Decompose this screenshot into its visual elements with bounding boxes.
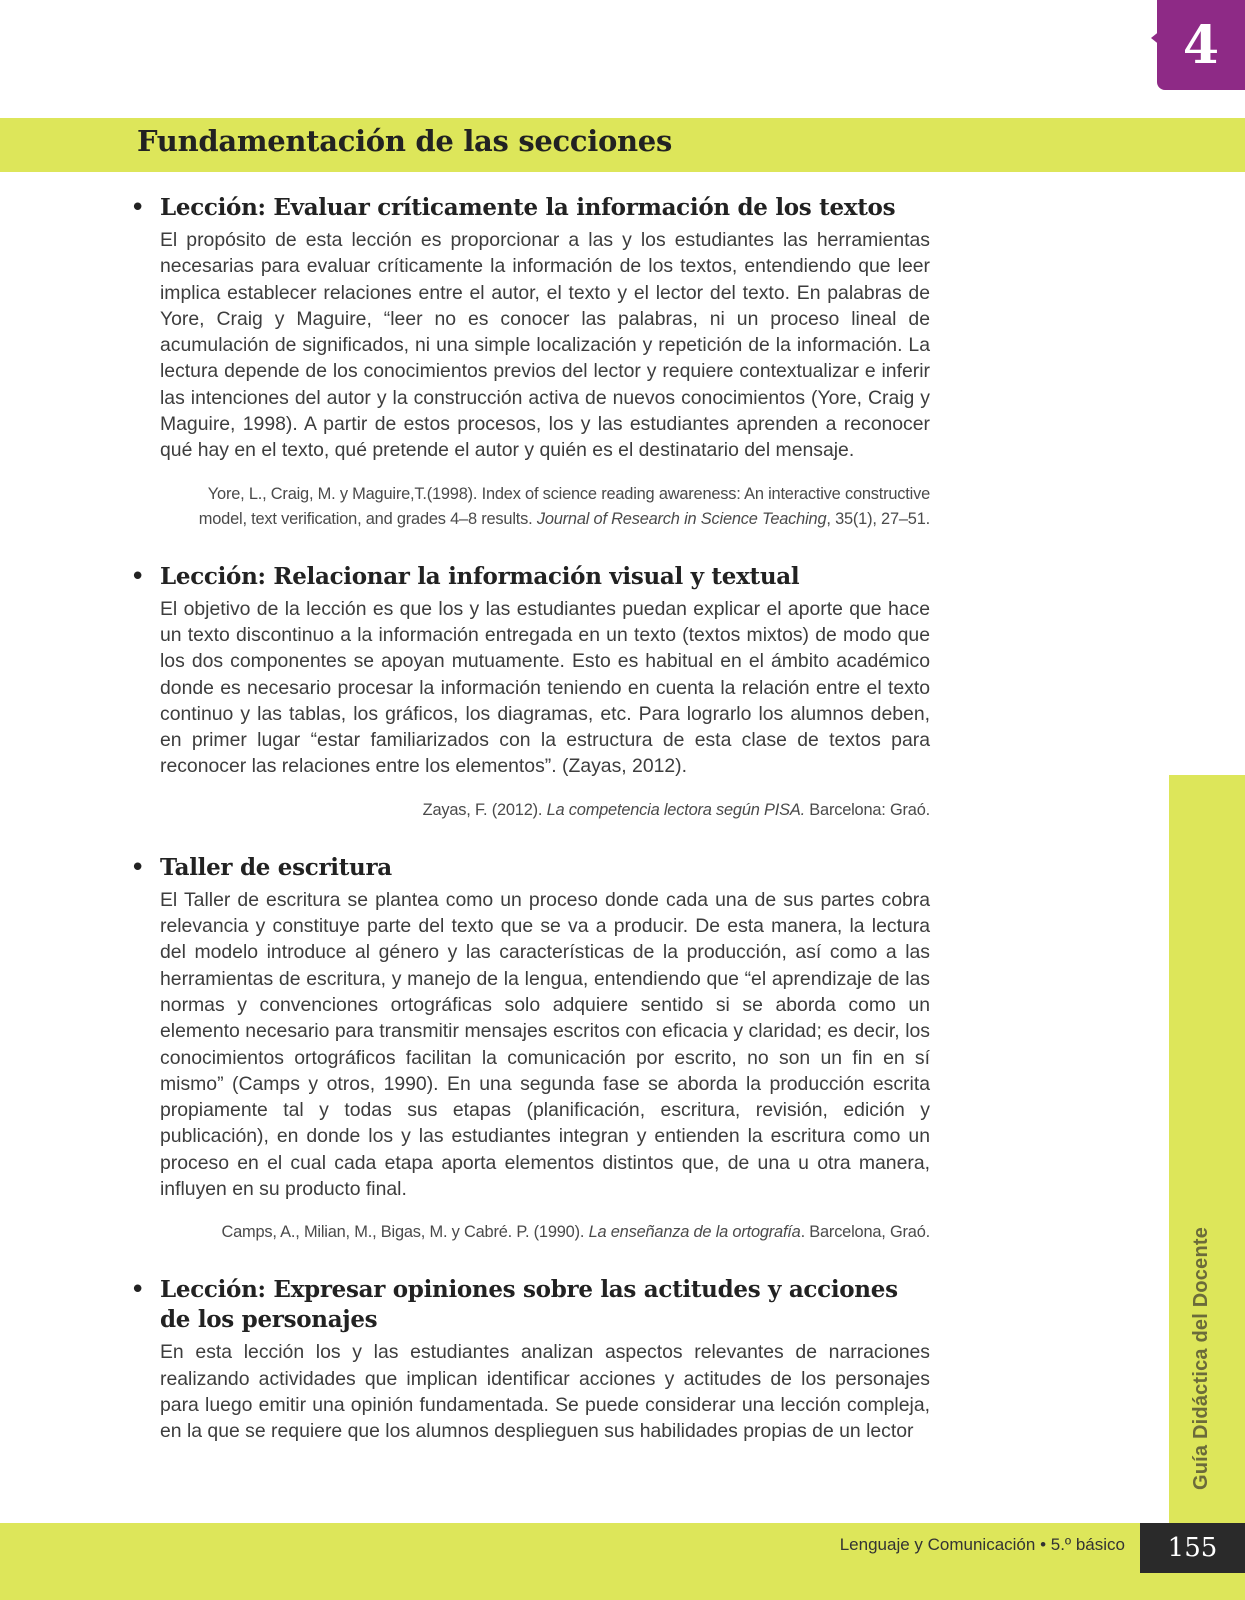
reference-tail: . Barcelona, Graó. [800, 1223, 930, 1242]
reference-tail: , 35(1), 27–51. [826, 509, 930, 528]
lesson-expresar [130, 1275, 930, 1444]
lesson-title: Lección: Relacionar la información visual y textual [160, 562, 800, 590]
bullet-icon: • [130, 852, 146, 883]
unit-number-tab: 4 [1157, 0, 1245, 90]
reference-title: La enseñanza de la ortografía [588, 1223, 801, 1242]
reference-text: Camps, A., Milian, M., Bigas, M. y Cabré. P. (1990). [221, 1223, 589, 1242]
reference [160, 798, 930, 823]
lesson-body: El propósito de esta lección es proporcionar a las y los estudiantes las herramientas necesarias para evaluar críticamente la información de los textos, entendiendo que leer implica establecer relaciones entre el autor, el texto y el lector del texto. En palabras de Yore, Craig y Maguire, “leer no es conocer las palabras, ni un proceso lineal de acumulación de significados, ni una simple localización y repetición de la información. La lectura depende de los conocimientos previos del lector y requiere contextualizar e inferir las intenciones del autor y la construcción activa de nuevos conocimientos (Yore, Craig y Maguire, 1998). A partir de estos procesos, los y las estudiantes aprenden a reconocer qué hay en el texto, qué pretende el autor y quién es el destinatario del mensaje. [160, 229, 930, 462]
lesson-heading [130, 853, 930, 883]
section-title: Fundamentación de las secciones [137, 124, 672, 158]
lesson-evaluar [130, 193, 930, 532]
bullet-icon: • [130, 1275, 146, 1306]
guide-label: Guía Didáctica del Docente [1190, 1226, 1212, 1490]
bullet-icon: • [130, 561, 146, 592]
reference-text: Zayas, F. (2012). [422, 800, 547, 819]
lesson-heading [130, 193, 930, 223]
reference [160, 482, 930, 532]
lesson-title: Lección: Expresar opiniones sobre las actitudes y acciones de los personajes [160, 1276, 898, 1334]
reference-text: Yore, L., Craig, M. y Maguire,T.(1998). Index of science reading awareness: An interactive constructive model, text verification, and grades 4–8 results. [198, 484, 930, 528]
page-number: 155 [1140, 1523, 1245, 1573]
footer-subject: Lenguaje y Comunicación • 5.º básico [839, 1535, 1125, 1554]
reference-title: La competencia lectora según PISA. [546, 800, 805, 819]
reference-title: Journal of Research in Science Teaching [536, 509, 827, 528]
lesson-body: En esta lección los y las estudiantes analizan aspectos relevantes de narraciones realizando actividades que implican identificar acciones y actitudes de los personajes para luego emitir una opinión fundamentada. Se puede considerar una lección compleja, en la que se requiere que los alumnos desplieguen sus habilidades propias de un lector [160, 1341, 930, 1443]
lesson-taller [130, 853, 930, 1246]
lesson-title: Taller de escritura [160, 853, 392, 881]
lesson-title: Lección: Evaluar críticamente la información de los textos [160, 194, 896, 221]
lesson-relacionar [130, 562, 930, 823]
main-content [130, 193, 930, 1475]
lesson-body: El objetivo de la lección es que los y las estudiantes puedan explicar el aporte que hace un texto discontinuo a la información entregada en un texto (textos mixtos) de modo que los dos componentes se apoyan mutuamente. Esto es habitual en el ámbito académico donde es necesario procesar la información teniendo en cuenta la relación entre el texto continuo y las tablas, los gráficos, los diagramas, etc. Para lograrlo los alumnos deben, en primer lugar “estar familiarizados con la estructura de esta clase de textos para reconocer las relaciones entre los elementos”. (Zayas, 2012). [160, 597, 930, 778]
bullet-icon: • [130, 193, 146, 223]
reference [160, 1220, 930, 1245]
lesson-body: El Taller de escritura se plantea como un proceso donde cada una de sus partes cobra relevancia y constituye parte del texto que se va a producir. De esta manera, la lectura del modelo introduce al género y las características de la producción, así como a las herramientas de escritura, y manejo de la lengua, entendiendo que “el aprendizaje de las normas y convenciones ortográficas solo adquiere sentido si se aborda como un elemento necesario para transmitir mensajes escritos con eficacia y claridad; es decir, los conocimientos ortográficos facilitan la comunicación por escrito, no son un fin en sí mismo” (Camps y otros, 1990). En una segunda fase se aborda la producción escrita propiamente tal y todas sus etapas (planificación, escritura, revisión, edición y publicación), en donde los y las estudiantes integran y entienden la escritura como un proceso en el cual cada etapa aporta elementos distintos que, de una u otra manera, influyen en su producto final. [160, 888, 930, 1201]
reference-tail: Barcelona: Graó. [804, 800, 930, 819]
lesson-heading [130, 562, 930, 592]
lesson-heading [130, 1275, 930, 1335]
